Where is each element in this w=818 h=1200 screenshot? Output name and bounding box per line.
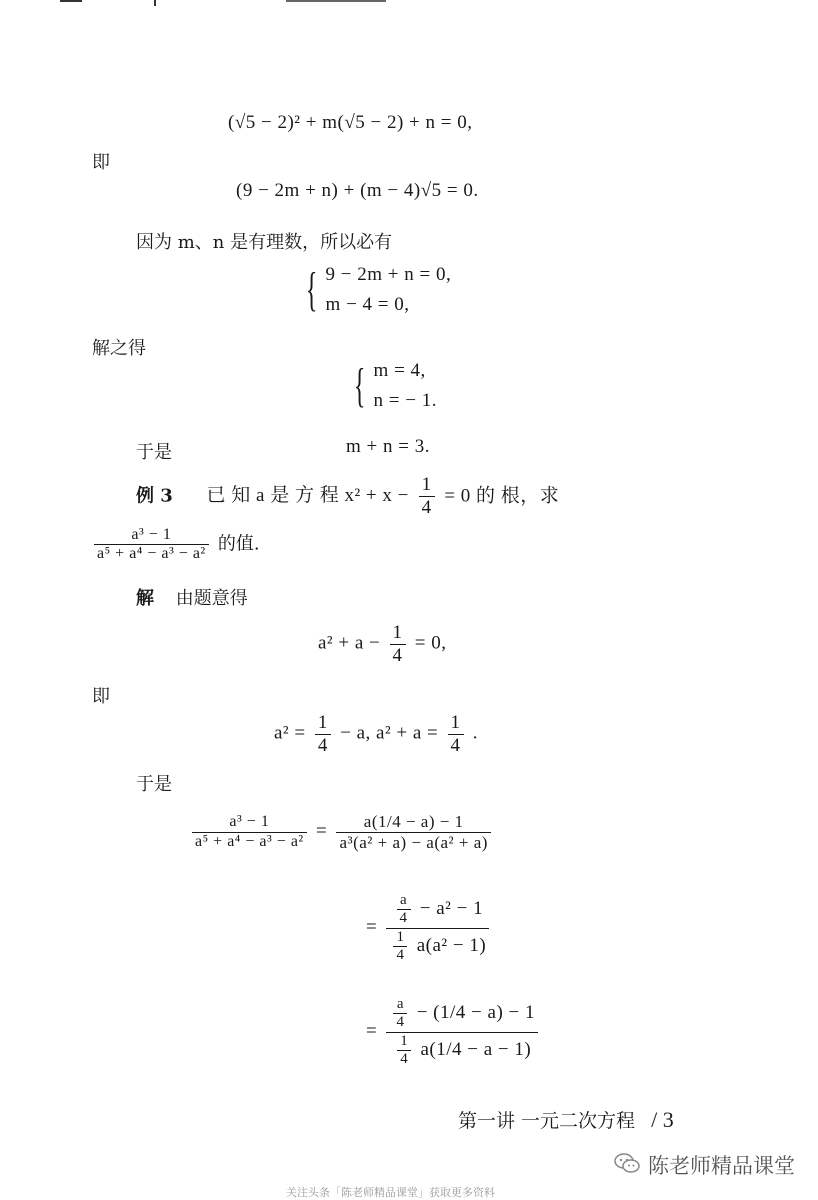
target-expression: [90, 526, 260, 564]
text-ji-2: 即: [92, 686, 110, 707]
text-yushi: 于是: [136, 442, 172, 463]
page-footer: [458, 1106, 674, 1133]
system-1-row-1: 9 − 2m + n = 0,: [325, 264, 452, 285]
example-3: [136, 474, 559, 519]
brace: {: [353, 359, 366, 412]
equation-7: = $\frac{a}{4}$ − a² − 1 $\frac{1}{4}$ a(a² − 1): [366, 892, 493, 964]
system-2: [348, 356, 437, 416]
equation-8: = $\frac{a}{4}$ − (1/4 − a) − 1 $\frac{1}{4}$ a(1/4 − a − 1): [366, 996, 542, 1068]
bottom-note: 关注头条「陈老师精品课堂」获取更多资料: [286, 1186, 495, 1199]
equation-5: a² = $\frac{1}{4}$ − a, a² + a = $\frac{1}{4}$ .: [274, 712, 479, 756]
equation-2: (9 − 2m + n) + (m − 4)√5 = 0.: [236, 180, 479, 201]
brand-watermark: 陈老师精品课堂: [648, 1154, 795, 1178]
system-1-row-2: m − 4 = 0,: [325, 294, 410, 315]
wechat-icon: [614, 1152, 640, 1174]
page-number: / 3: [651, 1107, 674, 1132]
example-label: 例 3: [136, 485, 173, 507]
equation-6: $\frac{\text{a³ − 1}}{\text{a⁵ + a⁴ − a³ − a²}}$ = $\frac{a(1/4 - a) - 1}{\text{a³(a² + a) − a(a² + a)}}$: [188, 812, 495, 852]
text-jiezhide: 解之得: [92, 338, 146, 359]
equation-1: (√5 − 2)² + m(√5 − 2) + n = 0,: [228, 112, 473, 133]
system-2-row-1: m = 4,: [373, 360, 426, 381]
example-text-a: 已 知 a 是 方 程 x² + x −: [206, 485, 409, 507]
target-tail: 的值.: [217, 533, 260, 555]
solution-text: 由题意得: [175, 588, 248, 609]
solution-heading: [136, 584, 248, 610]
fraction-quarter: $\frac{1}{4}$: [419, 474, 435, 519]
equation-4: a² + a − $\frac{1}{4}$ = 0,: [318, 622, 447, 666]
target-fraction: $\frac{\text{a³ − 1}}{\text{a⁵ + a⁴ − a³ − a²}}$: [94, 526, 209, 564]
solution-label: 解: [136, 588, 154, 609]
example-text-b: = 0 的 根，求: [444, 485, 560, 507]
text-yinwei: 因为 m、n 是有理数，所以必有: [136, 232, 393, 253]
equation-3: m + n = 3.: [346, 436, 430, 457]
system-2-row-2: n = − 1.: [373, 390, 437, 411]
text-ji: 即: [92, 152, 110, 173]
system-1: [300, 260, 451, 320]
chapter-title: 第一讲 一元二次方程: [458, 1110, 636, 1132]
text-yushi-2: 于是: [136, 774, 172, 795]
brace: {: [305, 263, 318, 316]
